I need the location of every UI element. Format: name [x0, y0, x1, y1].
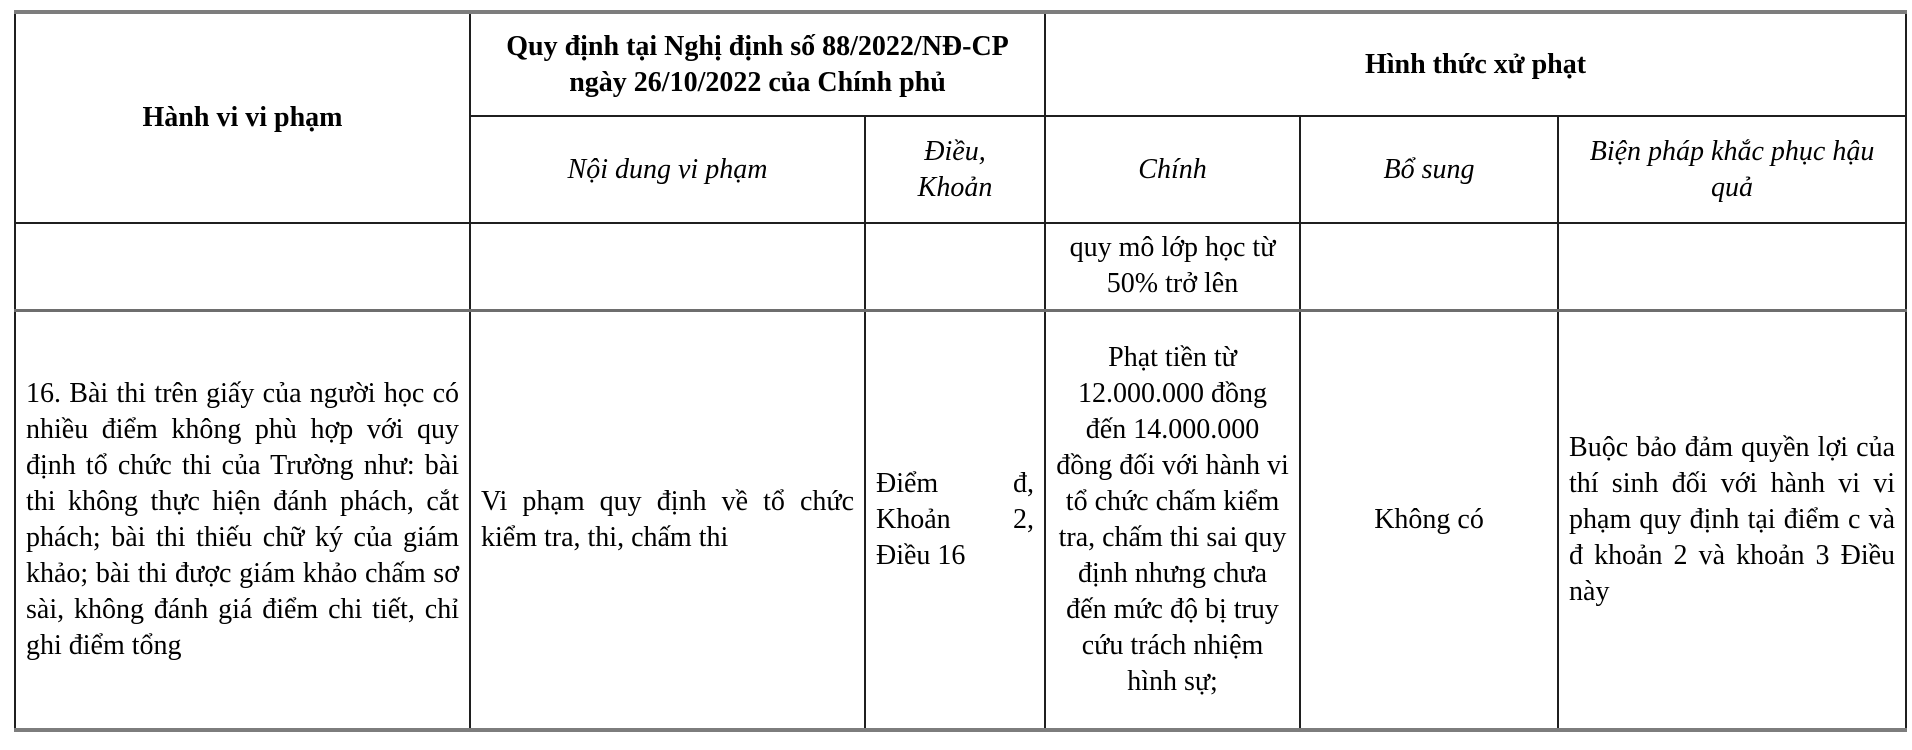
header-cell-remedial: [1558, 116, 1906, 223]
row16-article-line2-left: Khoản: [876, 503, 951, 535]
header-cell-content: [470, 116, 865, 223]
header-main-label: Chính: [1138, 153, 1207, 185]
carryover-main-cell: [1045, 223, 1300, 310]
row16-content-text: Vi phạm quy định về tổ chức kiểm tra, thi, chấm thi: [481, 485, 854, 553]
table-row-carryover: [15, 223, 1906, 310]
row16-behavior-text: 16. Bài thi trên giấy của người học có nhiều điểm không phù hợp với quy định tổ chức thi của Trường như: bài thi không thực hiện đánh phách, cắt phách; bài thi thiếu chữ ký của giám khảo; bài thi được giám khảo chấm sơ sài, không đánh giá điểm chi tiết, chỉ ghi điểm tổng: [26, 377, 459, 661]
header-behavior-label: Hành vi vi phạm: [142, 102, 343, 133]
row16-article-line1-right: đ,: [1013, 467, 1035, 499]
header-cell-sanction-group: [1045, 12, 1906, 116]
carryover-additional-cell: [1300, 223, 1558, 310]
row16-additional-cell: [1300, 310, 1558, 730]
regulation-group-line1: Quy định tại Nghị định số 88/2022/NĐ-CP: [506, 30, 1009, 62]
penalty-table-document: [14, 10, 1907, 732]
header-remedial-label: Biện pháp khắc phục hậu quả: [1589, 135, 1875, 203]
header-additional-label: Bổ sung: [1383, 153, 1475, 185]
row16-remedial-text: Buộc bảo đảm quyền lợi của thí sinh đối với hành vi vi phạm quy định tại điểm c và đ khoản 2 và khoản 3 Điều này: [1569, 431, 1896, 607]
row16-article-line2-right: 2,: [1013, 503, 1035, 535]
row16-article-line2: [876, 502, 1034, 538]
row16-article-line1: [876, 466, 1034, 502]
header-article-line1: Điều,: [924, 135, 986, 167]
row16-additional-text: Không có: [1374, 503, 1484, 535]
row16-article-line1-left: Điểm: [876, 467, 939, 499]
carryover-content-cell: [470, 223, 865, 310]
penalty-table: [14, 10, 1907, 732]
carryover-article-cell: [865, 223, 1045, 310]
row16-main-cell: [1045, 310, 1300, 730]
row16-article-line3-text: Điều 16: [876, 539, 966, 571]
row16-remedial-cell: [1558, 310, 1906, 730]
regulation-group-line2: ngày 26/10/2022 của Chính phủ: [569, 66, 946, 98]
header-article-line2: Khoản: [917, 171, 993, 203]
row16-main-text: Phạt tiền từ 12.000.000 đồng đến 14.000.000 đồng đối với hành vi tổ chức chấm kiểm tra, chấm thi sai quy định nhưng chưa đến mức độ bị truy cứu trách nhiệm hình sự;: [1056, 341, 1289, 697]
carryover-main-text: quy mô lớp học từ 50% trở lên: [1069, 232, 1276, 300]
header-cell-regulation-group: [470, 12, 1045, 116]
table-row-16: [15, 310, 1906, 730]
header-group-row: [15, 12, 1906, 116]
header-cell-additional: [1300, 116, 1558, 223]
row16-content-cell: [470, 310, 865, 730]
header-cell-main: [1045, 116, 1300, 223]
row16-article-cell: [865, 310, 1045, 730]
sanction-group-label: Hình thức xử phạt: [1364, 48, 1587, 80]
header-cell-behavior: [15, 12, 470, 223]
carryover-remedial-cell: [1558, 223, 1906, 310]
carryover-behavior-cell: [15, 223, 470, 310]
row16-behavior-cell: [15, 310, 470, 730]
row16-article-line3: [876, 538, 1034, 574]
header-cell-article: [865, 116, 1045, 223]
header-content-label: Nội dung vi phạm: [567, 153, 768, 185]
